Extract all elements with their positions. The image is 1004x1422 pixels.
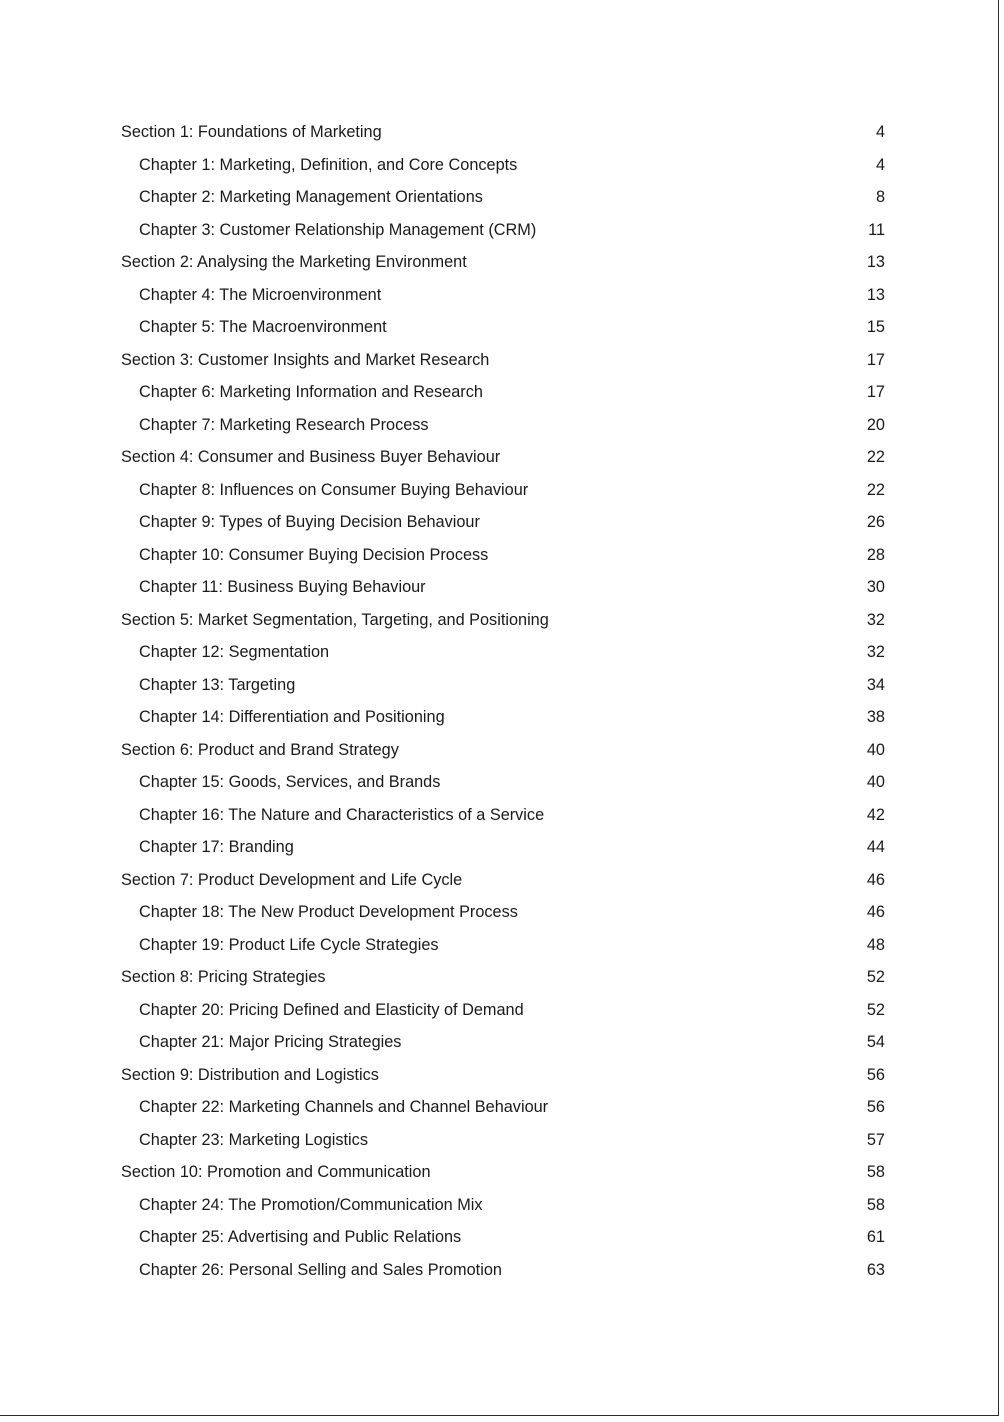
toc-page-number: 63 — [866, 1260, 885, 1279]
toc-dot-leader — [461, 1226, 867, 1242]
toc-entry[interactable] — [121, 506, 885, 539]
toc-page-number: 52 — [866, 1000, 885, 1019]
toc-entry-title: Chapter 6: Marketing Information and Research — [139, 383, 483, 401]
toc-entry-title: Chapter 23: Marketing Logistics — [139, 1130, 368, 1149]
toc-entry[interactable] — [121, 636, 885, 669]
toc-entry[interactable] — [121, 1254, 885, 1287]
toc-dot-leader — [445, 706, 867, 722]
toc-dot-leader — [536, 218, 868, 234]
toc-dot-leader — [483, 381, 867, 397]
toc-entry-title: Chapter 21: Major Pricing Strategies — [139, 1033, 402, 1051]
toc-entry[interactable] — [121, 669, 885, 702]
toc-dot-leader — [431, 1161, 867, 1177]
toc-entry[interactable] — [121, 1026, 885, 1059]
toc-entry[interactable] — [121, 214, 885, 247]
toc-entry-title: Section 3: Customer Insights and Market Research — [121, 350, 490, 369]
toc-entry[interactable] — [121, 994, 885, 1027]
toc-entry-title: Section 9: Distribution and Logistics — [121, 1065, 379, 1084]
toc-page-number: 13 — [866, 285, 885, 304]
toc-entry-title: Chapter 5: The Macroenvironment — [139, 318, 387, 336]
toc-dot-leader — [326, 966, 867, 982]
toc-entry-title: Chapter 26: Personal Selling and Sales Promotion — [139, 1260, 502, 1279]
toc-page-number: 17 — [866, 350, 885, 369]
toc-page-number: 44 — [866, 838, 885, 856]
toc-entry-title: Chapter 22: Marketing Channels and Channel Behaviour — [139, 1098, 549, 1116]
toc-entry-title: Chapter 20: Pricing Defined and Elasticity of Demand — [139, 1000, 524, 1019]
toc-page-number: 28 — [866, 545, 885, 564]
toc-page-number: 22 — [866, 448, 885, 466]
toc-page-number: 32 — [866, 610, 885, 629]
toc-entry-title: Chapter 13: Targeting — [139, 675, 296, 694]
toc-entry-title: Chapter 1: Marketing, Definition, and Core Concepts — [139, 155, 518, 174]
toc-entry[interactable] — [121, 539, 885, 572]
toc-page-number: 52 — [866, 968, 885, 986]
toc-page-number: 38 — [866, 708, 885, 726]
toc-entry[interactable] — [121, 1189, 885, 1222]
toc-page-number: 46 — [866, 870, 885, 889]
toc-entry-title: Section 1: Foundations of Marketing — [121, 123, 382, 141]
toc-dot-leader — [489, 348, 867, 364]
toc-page-number: 57 — [866, 1130, 885, 1149]
toc-page-number: 48 — [866, 935, 885, 954]
toc-entry-title: Chapter 2: Marketing Management Orientations — [139, 188, 483, 206]
toc-entry-title: Chapter 14: Differentiation and Positioning — [139, 708, 445, 726]
toc-dot-leader — [462, 868, 867, 884]
toc-entry-title: Chapter 15: Goods, Services, and Brands — [139, 773, 441, 791]
toc-entry[interactable] — [121, 571, 885, 604]
toc-entry[interactable] — [121, 864, 885, 897]
toc-dot-leader — [544, 803, 867, 819]
toc-dot-leader — [480, 511, 867, 527]
toc-entry-title: Chapter 3: Customer Relationship Management (CRM) — [139, 220, 537, 239]
toc-dot-leader — [518, 901, 867, 917]
toc-entry[interactable] — [121, 376, 885, 409]
toc-dot-leader — [401, 1031, 866, 1047]
toc-dot-leader — [382, 121, 876, 137]
toc-page-number: 17 — [866, 383, 885, 401]
table-of-contents — [121, 116, 885, 1286]
toc-dot-leader — [295, 673, 867, 689]
toc-dot-leader — [483, 1193, 867, 1209]
toc-entry-title: Section 4: Consumer and Business Buyer Behaviour — [121, 448, 501, 466]
toc-entry[interactable] — [121, 246, 885, 279]
toc-page-number: 15 — [866, 318, 885, 336]
toc-page-number: 40 — [866, 773, 885, 791]
toc-entry[interactable] — [121, 181, 885, 214]
toc-page-number: 4 — [875, 155, 885, 174]
toc-page-number: 56 — [866, 1065, 885, 1084]
toc-entry-title: Chapter 19: Product Life Cycle Strategies — [139, 935, 439, 954]
toc-entry-title: Section 6: Product and Brand Strategy — [121, 740, 399, 759]
toc-dot-leader — [379, 1063, 867, 1079]
toc-page-number: 40 — [866, 740, 885, 759]
toc-dot-leader — [368, 1128, 867, 1144]
toc-entry[interactable] — [121, 1221, 885, 1254]
toc-entry[interactable] — [121, 474, 885, 507]
toc-entry-title: Chapter 7: Marketing Research Process — [139, 415, 429, 434]
toc-page-number: 4 — [875, 123, 885, 141]
toc-entry-title: Section 5: Market Segmentation, Targeting, and Positioning — [121, 610, 549, 629]
toc-dot-leader — [387, 316, 867, 332]
toc-entry[interactable] — [121, 701, 885, 734]
toc-entry-title: Chapter 4: The Microenvironment — [139, 285, 382, 304]
toc-page-number: 34 — [866, 675, 885, 694]
toc-dot-leader — [294, 836, 867, 852]
toc-entry-title: Chapter 25: Advertising and Public Relations — [139, 1228, 462, 1246]
toc-entry[interactable] — [121, 929, 885, 962]
toc-page-number: 8 — [875, 188, 885, 206]
toc-entry[interactable] — [121, 1156, 885, 1189]
toc-page-number: 54 — [866, 1033, 885, 1051]
toc-entry[interactable] — [121, 1124, 885, 1157]
toc-entry[interactable] — [121, 961, 885, 994]
toc-page-number: 13 — [866, 253, 885, 271]
toc-entry-title: Chapter 8: Influences on Consumer Buying Behaviour — [139, 480, 529, 499]
toc-dot-leader — [524, 998, 867, 1014]
toc-entry-title: Chapter 12: Segmentation — [139, 643, 330, 661]
toc-entry[interactable] — [121, 896, 885, 929]
toc-page-number: 30 — [866, 578, 885, 596]
toc-entry[interactable] — [121, 1059, 885, 1092]
toc-entry-title: Section 7: Product Development and Life Cycle — [121, 870, 463, 889]
toc-entry[interactable] — [121, 441, 885, 474]
toc-entry-title: Chapter 10: Consumer Buying Decision Process — [139, 545, 489, 564]
toc-entry-title: Chapter 17: Branding — [139, 838, 294, 856]
toc-page-number: 56 — [866, 1098, 885, 1116]
toc-dot-leader — [517, 153, 876, 169]
toc-entry-title: Section 10: Promotion and Communication — [121, 1163, 431, 1181]
toc-entry[interactable] — [121, 409, 885, 442]
toc-entry[interactable] — [121, 734, 885, 767]
toc-page-number: 11 — [868, 220, 885, 239]
toc-entry-title: Chapter 18: The New Product Development Process — [139, 903, 518, 921]
toc-page-number: 46 — [866, 903, 885, 921]
toc-page-number: 32 — [866, 643, 885, 661]
toc-entry-title: Chapter 16: The Nature and Characteristics of a Service — [139, 805, 545, 824]
toc-dot-leader — [548, 1096, 867, 1112]
toc-page-number: 61 — [866, 1228, 885, 1246]
toc-entry[interactable] — [121, 311, 885, 344]
toc-page-number: 42 — [866, 805, 885, 824]
toc-dot-leader — [467, 251, 867, 267]
toc-dot-leader — [429, 413, 867, 429]
toc-entry[interactable] — [121, 766, 885, 799]
toc-entry[interactable] — [121, 344, 885, 377]
toc-dot-leader — [488, 543, 867, 559]
toc-entry[interactable] — [121, 149, 885, 182]
toc-dot-leader — [439, 933, 867, 949]
toc-entry[interactable] — [121, 831, 885, 864]
toc-dot-leader — [399, 738, 867, 754]
toc-page-number: 20 — [866, 415, 885, 434]
toc-dot-leader — [502, 1258, 867, 1274]
toc-dot-leader — [426, 576, 867, 592]
toc-page-number: 26 — [866, 513, 885, 531]
toc-dot-leader — [440, 771, 867, 787]
toc-entry[interactable] — [121, 116, 885, 149]
toc-entry-title: Section 2: Analysing the Marketing Environment — [121, 253, 467, 271]
toc-dot-leader — [528, 478, 867, 494]
toc-dot-leader — [483, 186, 876, 202]
toc-entry-title: Chapter 24: The Promotion/Communication Mix — [139, 1195, 483, 1214]
toc-dot-leader — [549, 608, 867, 624]
toc-dot-leader — [381, 283, 867, 299]
toc-entry-title: Section 8: Pricing Strategies — [121, 968, 326, 986]
toc-entry[interactable] — [121, 1091, 885, 1124]
toc-entry[interactable] — [121, 279, 885, 312]
toc-page-number: 22 — [866, 480, 885, 499]
toc-page-number: 58 — [866, 1195, 885, 1214]
toc-dot-leader — [500, 446, 867, 462]
toc-entry-title: Chapter 9: Types of Buying Decision Behaviour — [139, 513, 480, 531]
toc-dot-leader — [329, 641, 867, 657]
toc-page-number: 58 — [866, 1163, 885, 1181]
toc-entry-title: Chapter 11: Business Buying Behaviour — [139, 578, 426, 596]
toc-entry[interactable] — [121, 799, 885, 832]
toc-entry[interactable] — [121, 604, 885, 637]
